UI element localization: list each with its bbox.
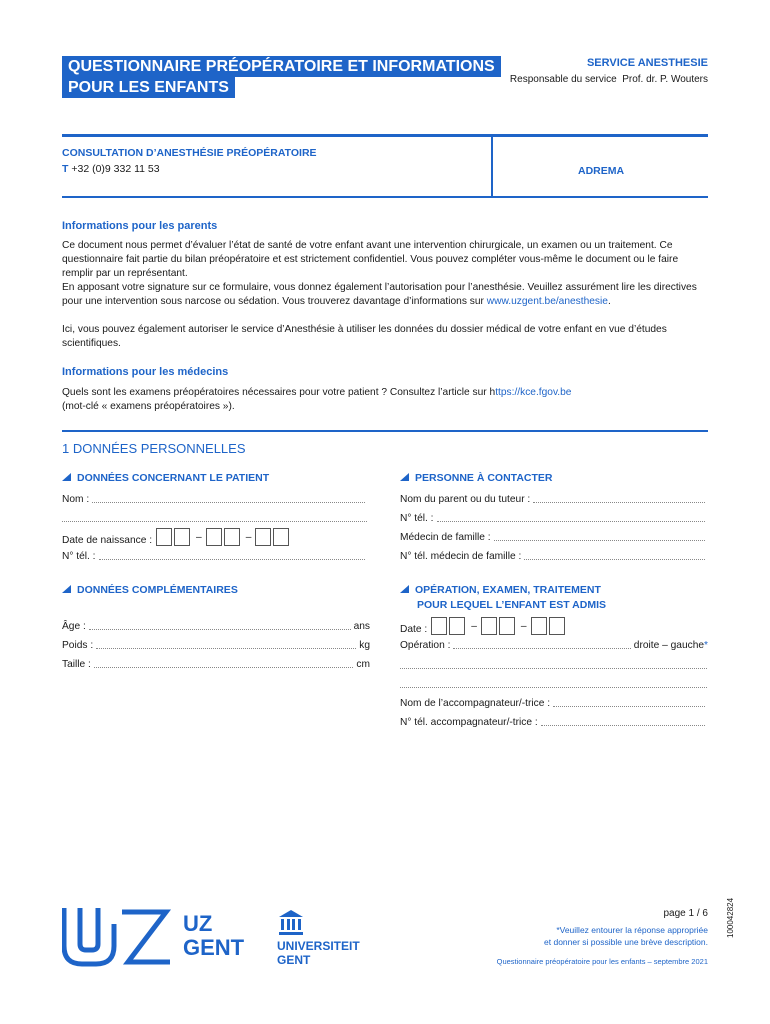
height-input[interactable] [94,657,354,668]
parents-info-paragraph-2: En apposant votre signature sur ce formulaire, vous donnez également l’autorisation pour l’anesthésie. Veuillez assurément lire les directives pour une intervention sous narcose ou sédation. Vous trouverez davantage d’informations sur www.uzgent.be/anesthesie. [62,282,697,307]
op-year-box-2[interactable] [549,617,565,635]
doctors-info-text [62,386,712,414]
age-unit: ans [353,621,370,632]
patient-name-input[interactable] [92,492,365,503]
gp-phone-field[interactable] [400,549,708,562]
parents-info-paragraph-2-text: En apposant votre signature sur ce formulaire, vous donnez également l’autorisation pour l’anesthésie. Veuillez assurément lire les directives pour une intervention sous narcose ou sédation. Vous trouverez davantage d’informations sur [62,282,697,307]
dob-year-box-2[interactable] [273,528,289,546]
height-field[interactable] [62,657,370,670]
gp-phone-input[interactable] [524,549,705,560]
op-month-box-1[interactable] [481,617,497,635]
weight-input[interactable] [96,638,356,649]
op-year-box-1[interactable] [531,617,547,635]
kce-link[interactable]: ttps://kce.fgov.be [495,387,572,398]
dash-separator: – [245,531,252,543]
doctors-info-heading: Informations pour les médecins [62,366,229,378]
patient-name-label: Nom : [62,494,90,505]
op-day-box-2[interactable] [449,617,465,635]
dash-separator: – [520,620,527,632]
consultation-title: CONSULTATION D’ANESTHÉSIE PRÉOPÉRATOIRE [62,147,317,159]
patient-phone-label: N° tél. : [62,551,96,562]
dash-separator: – [471,620,477,632]
gp-label: Médecin de famille : [400,532,491,543]
operation-input[interactable] [453,638,630,649]
parents-info-paragraph-3: Ici, vous pouvez également autoriser le service d’Anesthésie à utiliser les données du dossier médical de votre enfant en vue d’études scientifiques. [62,324,667,349]
asterisk-mark: * [704,640,708,651]
companion-phone-input[interactable] [541,715,705,726]
weight-unit: kg [359,640,370,651]
phone-number: +32 (0)9 332 11 53 [71,163,160,175]
age-input[interactable] [89,619,351,630]
consultation-divider [491,137,493,198]
phone-prefix: T [62,163,69,175]
responsible-name: Prof. dr. P. Wouters [622,74,708,85]
ugent-gent-text: GENT [277,953,311,967]
dob-day-box-1[interactable] [156,528,172,546]
dob-month-box-1[interactable] [206,528,222,546]
operation-line-3[interactable] [400,686,707,688]
companion-name-field[interactable] [400,696,708,709]
patient-phone-field[interactable] [62,549,368,562]
patient-phone-input[interactable] [99,549,365,560]
contact-phone-field[interactable] [400,511,708,524]
dash-separator: – [196,531,202,543]
document-footer-title: Questionnaire préopératoire pour les enfants – septembre 2021 [496,957,708,966]
consultation-box [62,134,708,198]
patient-dob-label: Date de naissance : [62,535,153,546]
patient-heading-text: DONNÉES CONCERNANT LE PATIENT [77,472,270,484]
parent-name-field[interactable] [400,492,708,505]
contact-heading-text: PERSONNE À CONTACTER [415,472,553,484]
gp-phone-label: N° tél. médecin de famille : [400,551,522,562]
operation-field[interactable] [400,638,708,651]
document-code: 100042824 [726,897,735,938]
patient-name-line-2[interactable] [62,520,367,522]
complementary-heading-text: DONNÉES COMPLÉMENTAIRES [77,584,238,596]
patient-name-field[interactable] [62,492,368,505]
doctors-info-line-1 [62,386,712,400]
document-title-line-2: POUR LES ENFANTS [62,77,235,98]
side-choice-text: droite – gauche [633,640,705,651]
gp-field[interactable] [400,530,708,543]
uz-text: UZ [183,911,213,936]
companion-phone-label: N° tél. accompagnateur/-trice : [400,717,538,728]
parent-name-input[interactable] [533,492,705,503]
gp-input[interactable] [494,530,705,541]
contact-phone-label: N° tél. : [400,513,434,524]
companion-name-input[interactable] [553,696,705,707]
parent-name-label: Nom du parent ou du tuteur : [400,494,531,505]
companion-phone-field[interactable] [400,715,708,728]
gent-text: GENT [183,935,245,960]
weight-field[interactable] [62,638,370,651]
age-label: Âge : [62,621,86,632]
height-label: Taille : [62,659,91,670]
operation-date-boxes[interactable] [431,617,566,635]
age-field[interactable] [62,619,370,632]
weight-label: Poids : [62,640,94,651]
companion-name-label: Nom de l’accompagnateur/-trice : [400,698,551,709]
operation-line-2[interactable] [400,667,707,669]
op-month-box-2[interactable] [499,617,515,635]
service-name: SERVICE ANESTHESIE [586,57,708,69]
responsible-label: Responsable du service [509,74,617,85]
operation-heading [400,584,601,596]
uz-gent-logo-mark [62,906,172,968]
footnote-line-1: *Veuillez entourer la réponse appropriée [556,925,708,935]
op-day-box-1[interactable] [431,617,447,635]
height-unit: cm [356,659,370,670]
dob-month-box-2[interactable] [224,528,240,546]
section-divider [62,430,708,432]
operation-heading-line-1: OPÉRATION, EXAMEN, TRAITEMENT [415,584,601,596]
operation-heading-line-2: POUR LEQUEL L’ENFANT EST ADMIS [417,599,607,611]
universiteit-text: UNIVERSITEIT [277,939,360,953]
page-number [664,908,709,919]
page-value: 1 / 6 [688,908,708,919]
side-choice[interactable] [634,640,708,651]
parents-info-paragraph-1: Ce document nous permet d’évaluer l’état de santé de votre enfant avant une intervention chirurgicale, un examen ou un traitement. Ce questionnaire fait partie du bilan préopératoire et est strictement confidentiel. Vous pouvez compléter vous-même le document ou le faire remplir par un représentant. [62,240,679,279]
footnote [544,924,708,948]
parents-info-text [62,239,712,351]
triangle-icon [400,473,409,481]
footnote-line-2: et donner si possible une brève description. [544,937,708,947]
uz-gent-logo-text [183,912,244,960]
doctors-info-text-before: Quels sont les examens préopératoires nécessaires pour votre patient ? Consultez l’article sur h [62,387,496,398]
triangle-icon [62,585,71,593]
triangle-icon [400,585,409,593]
dob-day-box-2[interactable] [174,528,190,546]
patient-heading [62,472,269,484]
dob-boxes[interactable] [156,528,291,546]
section-1-title: 1 DONNÉES PERSONNELLES [62,441,246,456]
parents-info-heading: Informations pour les parents [62,220,218,232]
operation-label: Opération : [400,640,451,651]
doctors-info-line-2: (mot-clé « examens préopératoires »). [62,401,235,412]
page-label: page [663,908,686,919]
operation-date-field[interactable] [400,617,708,635]
contact-phone-input[interactable] [437,511,705,522]
dob-year-box-1[interactable] [255,528,271,546]
document-title-line-1: QUESTIONNAIRE PRÉOPÉRATOIRE ET INFORMATIONS [62,56,501,77]
consultation-phone [62,163,160,175]
university-building-icon [277,908,305,936]
service-responsible [510,74,708,85]
complementary-heading [62,584,238,596]
operation-date-label: Date : [400,624,428,635]
ugent-logo-text [277,939,360,967]
triangle-icon [62,473,71,481]
anesthesia-link[interactable]: www.uzgent.be/anesthesie [486,296,608,307]
contact-heading [400,472,552,484]
adrema-label: ADREMA [578,165,625,177]
patient-dob-field[interactable] [62,528,368,546]
